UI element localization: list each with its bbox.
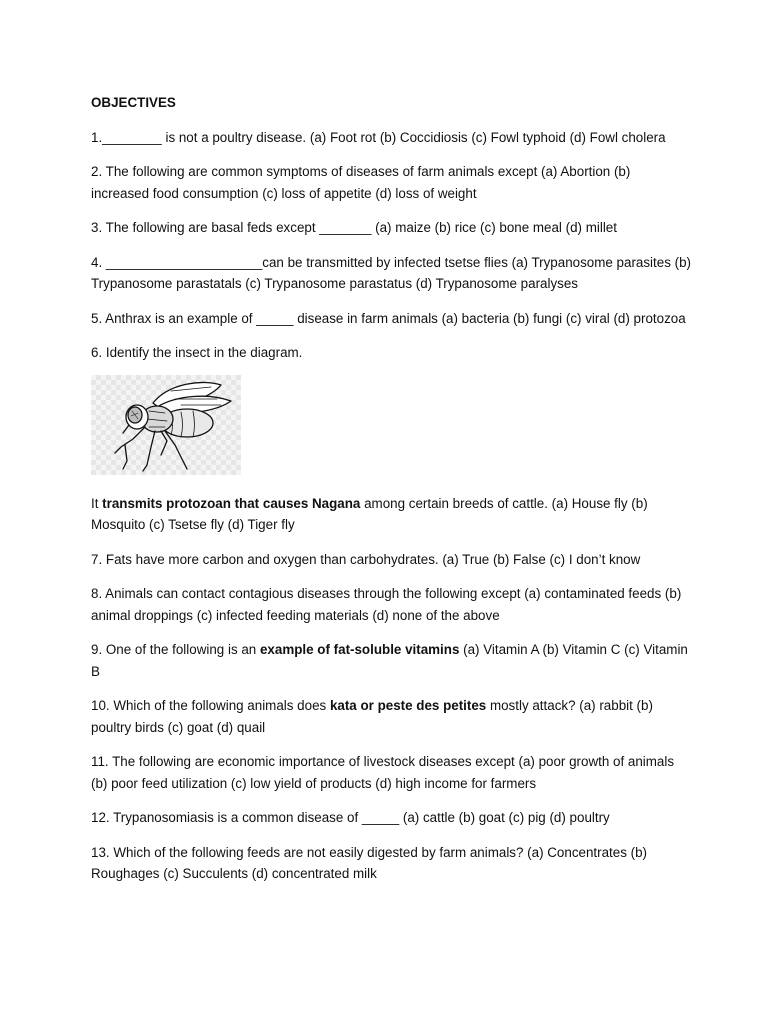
question-10-emphasis: kata or peste des petites xyxy=(329,698,487,713)
question-13: 13. Which of the following feeds are not easily digested by farm animals? (a) Concentrates (b) Roughages (c) Succulents (d) concentrated milk xyxy=(91,844,647,881)
section-heading: OBJECTIVES xyxy=(91,95,176,110)
question-list xyxy=(91,92,691,898)
question-11: 11. The following are economic importance of livestock diseases except (a) poor growth of animals (b) poor feed utilization (c) low yield of products (d) high income for farmers xyxy=(91,754,675,791)
question-3: 3. The following are basal feds except _______ (a) maize (b) rice (c) bone meal (d) millet xyxy=(91,220,617,235)
fly-illustration xyxy=(91,375,241,475)
question-9-post: (a) Vitamin A (b) Vitamin C (c) Vitamin B xyxy=(91,642,688,679)
question-5: 5. Anthrax is an example of _____ disease in farm animals (a) bacteria (b) fungi (c) viral (d) protozoa xyxy=(91,310,686,326)
question-6-post: among certain breeds of cattle. (a) House fly (b) Mosquito (c) Tsetse fly (d) Tiger fly xyxy=(91,495,648,532)
question-1: 1.________ is not a poultry disease. (a) Foot rot (b) Coccidiosis (c) Fowl typhoid (d) Fowl cholera xyxy=(91,129,666,145)
question-10-post: mostly attack? (a) rabbit (b) poultry birds (c) goat (d) quail xyxy=(91,698,653,735)
fly-icon xyxy=(91,375,241,475)
question-12: 12. Trypanosomiasis is a common disease of _____ (a) cattle (b) goat (c) pig (d) poultry xyxy=(91,810,610,825)
question-6-pre: It xyxy=(91,495,103,511)
question-6-text xyxy=(91,493,691,536)
question-8: 8. Animals can contact contagious diseases through the following except (a) contaminated feeds (b) animal droppings (c) infected feeding materials (d) none of the above xyxy=(91,586,682,623)
question-4: 4. _____________________can be transmitted by infected tsetse flies (a) Trypanosome parasites (b) Trypanosome parastatals (c) Trypanosome parastatus (d) Trypanosome paralyses xyxy=(91,254,691,291)
question-6: 6. Identify the insect in the diagram. xyxy=(91,345,303,360)
question-9-pre: 9. One of the following is an xyxy=(91,642,260,657)
question-7: 7. Fats have more carbon and oxygen than carbohydrates. (a) True (b) False (c) I don’t know xyxy=(91,551,641,567)
question-2: 2. The following are common symptoms of diseases of farm animals except (a) Abortion (b) increased food consumption (c) loss of appetite (d) loss of weight xyxy=(91,164,631,201)
question-9 xyxy=(91,639,691,682)
question-10-pre: 10. Which of the following animals does xyxy=(91,698,330,713)
question-10 xyxy=(91,695,691,738)
question-6-emphasis: transmits protozoan that causes Nagana xyxy=(102,495,361,511)
question-9-emphasis: example of fat-soluble vitamins xyxy=(259,642,460,657)
